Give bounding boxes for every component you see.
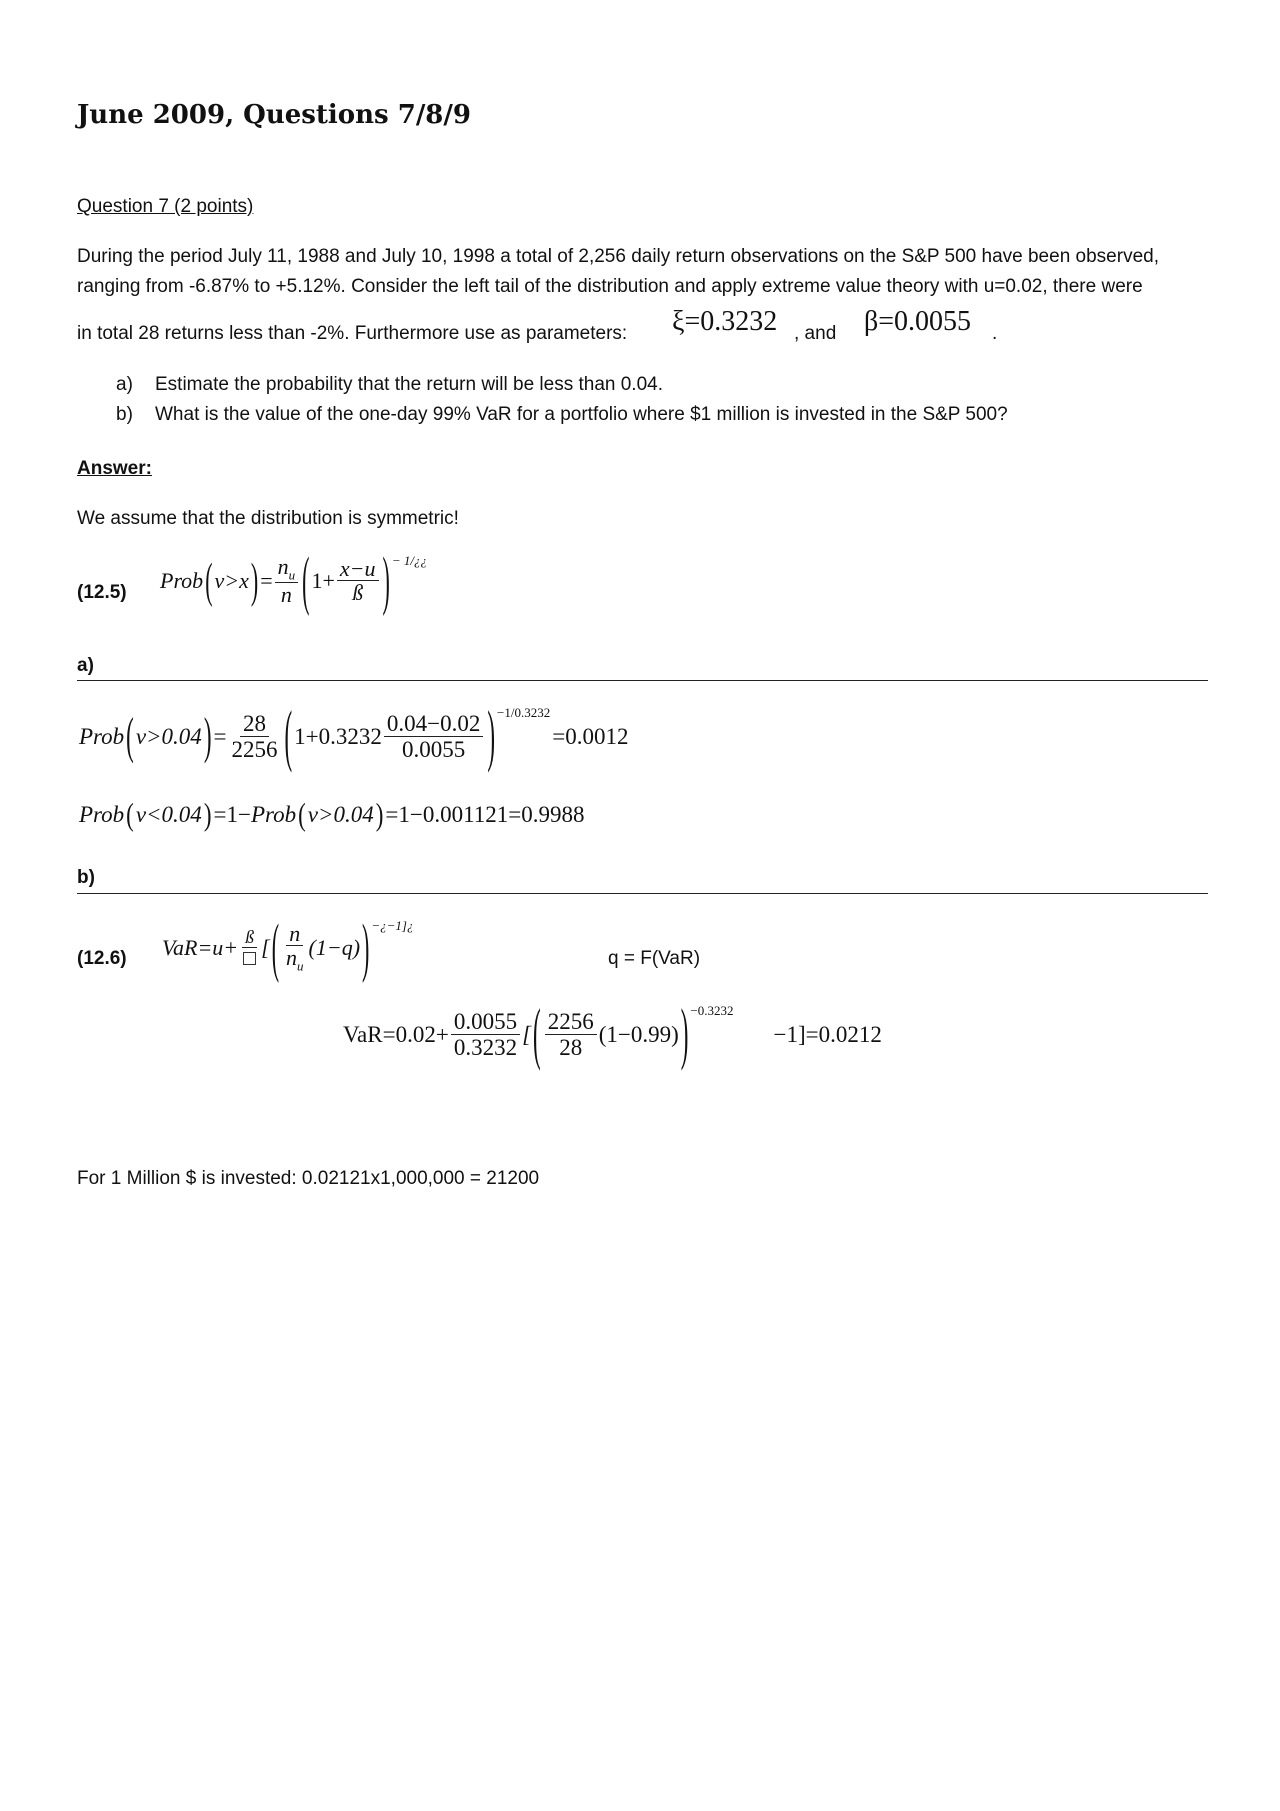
question-text-line-2: ranging from -6.87% to +5.12%. Consider the left tail of the distribution and apply extreme value theory with u=0.02, there were xyxy=(77,276,1143,297)
period: . xyxy=(992,323,998,344)
calc-num: 0.0055 xyxy=(451,1010,520,1035)
paren: ) xyxy=(250,552,259,608)
eq-12-6-lhs: VaR=u+ xyxy=(162,934,239,960)
eq-12-5-exponent: − 1/¿¿ xyxy=(391,553,427,569)
calc-inner-den: 28 xyxy=(559,1035,583,1061)
q-definition: q = F(VaR) xyxy=(608,948,701,969)
eq-12-5-fraction xyxy=(275,555,299,607)
paren: ) xyxy=(362,908,370,984)
part-b-rule xyxy=(77,893,1208,894)
eq-12-5-arg: v>x xyxy=(214,568,249,594)
calc-den: 0.3232 xyxy=(453,1035,518,1061)
paren: ( xyxy=(302,542,310,618)
paren: ) xyxy=(382,542,390,618)
part-a-equation-2 xyxy=(79,796,585,832)
part-a-line2-result: =1−0.001121=0.9988 xyxy=(385,802,585,827)
eq-12-5-frac-den: n xyxy=(280,582,292,608)
paren: ) xyxy=(487,698,496,774)
part-a-line2-prob: Prob xyxy=(250,802,297,827)
calc-inner-num: 2256 xyxy=(545,1010,597,1035)
eq-12-5-label: (12.5) xyxy=(77,582,127,603)
eq-12-6 xyxy=(162,908,414,984)
and-text: , and xyxy=(794,323,837,344)
question-text-line-3: in total 28 returns less than -2%. Furthermore use as parameters: xyxy=(77,323,628,344)
part-a-inner-fraction xyxy=(384,712,483,762)
part-a-line2-mid: =1− xyxy=(213,802,251,827)
part-a-lhs: Prob xyxy=(79,724,125,750)
part-a-frac-num: 28 xyxy=(240,712,269,737)
beta-parameter: β=0.0055 xyxy=(864,306,972,337)
part-a-line2-arg: v<0.04 xyxy=(135,802,202,827)
eq-12-6-inner-den-sub: u xyxy=(297,958,304,974)
eq-12-5-one-plus: 1+ xyxy=(311,568,335,594)
eq-12-6-fraction xyxy=(240,928,259,968)
paren: ( xyxy=(298,796,306,832)
paren: ( xyxy=(126,708,134,764)
assumption-text: We assume that the distribution is symmetric! xyxy=(77,508,459,529)
eq-12-5-inner-num: x−u xyxy=(337,557,379,581)
part-a-line2-arg2: v>0.04 xyxy=(307,802,374,827)
eq-12-6-bracket: [ xyxy=(261,934,270,960)
eq-12-6-exponent: −¿−1]¿ xyxy=(371,917,414,933)
question-heading: Question 7 (2 points) xyxy=(77,196,254,217)
eq-12-5-frac-num-sub: u xyxy=(288,567,296,583)
calc-lhs-text: VaR=0.02+ xyxy=(343,1022,449,1048)
part-a-inner-num: 0.04−0.02 xyxy=(384,712,483,737)
question-text-line-1: During the period July 11, 1988 and July 10, 1998 a total of 2,256 daily return observations on the S&P 500 have been observed, xyxy=(77,246,1159,267)
calc-fraction xyxy=(451,1010,520,1060)
conclusion-text: For 1 Million $ is invested: 0.02121x1,000,000 = 21200 xyxy=(77,1168,540,1189)
part-a-label: a) xyxy=(77,655,94,676)
part-a-exponent: −1/0.3232 xyxy=(497,705,551,721)
part-a-eq: = xyxy=(213,724,227,750)
eq-12-6-frac-num: ß xyxy=(242,928,257,948)
eq-12-6-inner-fraction xyxy=(283,922,307,974)
paren: ( xyxy=(284,698,293,774)
part-a-equation-1 xyxy=(79,698,629,774)
item-a-marker: a) xyxy=(116,374,133,395)
paren: ( xyxy=(271,908,280,984)
part-a-frac-den: 2256 xyxy=(231,737,278,763)
eq-12-5-inner-den: ß xyxy=(352,580,364,606)
part-a-one-plus: 1+0.3232 xyxy=(294,724,382,750)
eq-12-6-one-minus-q: (1−q) xyxy=(308,934,361,960)
placeholder-box-icon xyxy=(243,952,256,965)
calc-inner-fraction xyxy=(545,1010,597,1060)
page-title: June 2009, Questions 7/8/9 xyxy=(77,100,471,130)
eq-12-6-inner-den: n xyxy=(286,945,298,971)
eq-12-5-inner-fraction xyxy=(337,557,379,605)
xi-parameter: ξ=0.3232 xyxy=(672,306,778,337)
paren: ( xyxy=(205,552,213,608)
part-a-inner-den: 0.0055 xyxy=(401,737,466,763)
part-a-line2-lhs: Prob xyxy=(79,802,125,827)
paren: ) xyxy=(680,996,689,1072)
paren: ) xyxy=(203,708,212,764)
eq-12-6-inner-num: n xyxy=(286,922,303,946)
part-a-fraction xyxy=(228,712,280,762)
eq-12-5 xyxy=(160,542,427,618)
calc-bracket: [ xyxy=(522,1022,532,1048)
eq-12-5-eq: = xyxy=(260,568,273,594)
item-b-text: What is the value of the one-day 99% VaR for a portfolio where $1 million is invested in the S&P 500? xyxy=(155,404,1008,425)
calc-exponent: −0.3232 xyxy=(690,1003,734,1019)
part-a-result: =0.0012 xyxy=(552,724,629,750)
paren: ( xyxy=(533,996,541,1072)
item-a-text: Estimate the probability that the return will be less than 0.04. xyxy=(155,374,663,395)
eq-12-6-label: (12.6) xyxy=(77,948,127,969)
part-a-rule xyxy=(77,680,1208,681)
part-b-label: b) xyxy=(77,867,95,888)
part-a-arg: v>0.04 xyxy=(135,724,202,750)
calc-result: −1]=0.0212 xyxy=(773,1022,882,1048)
eq-12-5-lhs: Prob xyxy=(160,568,204,594)
item-b-marker: b) xyxy=(116,404,133,425)
part-b-calculation-row xyxy=(343,996,882,1072)
calc-factor: (1−0.99) xyxy=(598,1022,679,1048)
answer-heading: Answer: xyxy=(77,458,152,479)
eq-12-5-frac-num: n xyxy=(277,554,289,579)
paren: ) xyxy=(203,796,212,832)
paren: ( xyxy=(126,796,134,832)
paren: ) xyxy=(375,796,384,832)
